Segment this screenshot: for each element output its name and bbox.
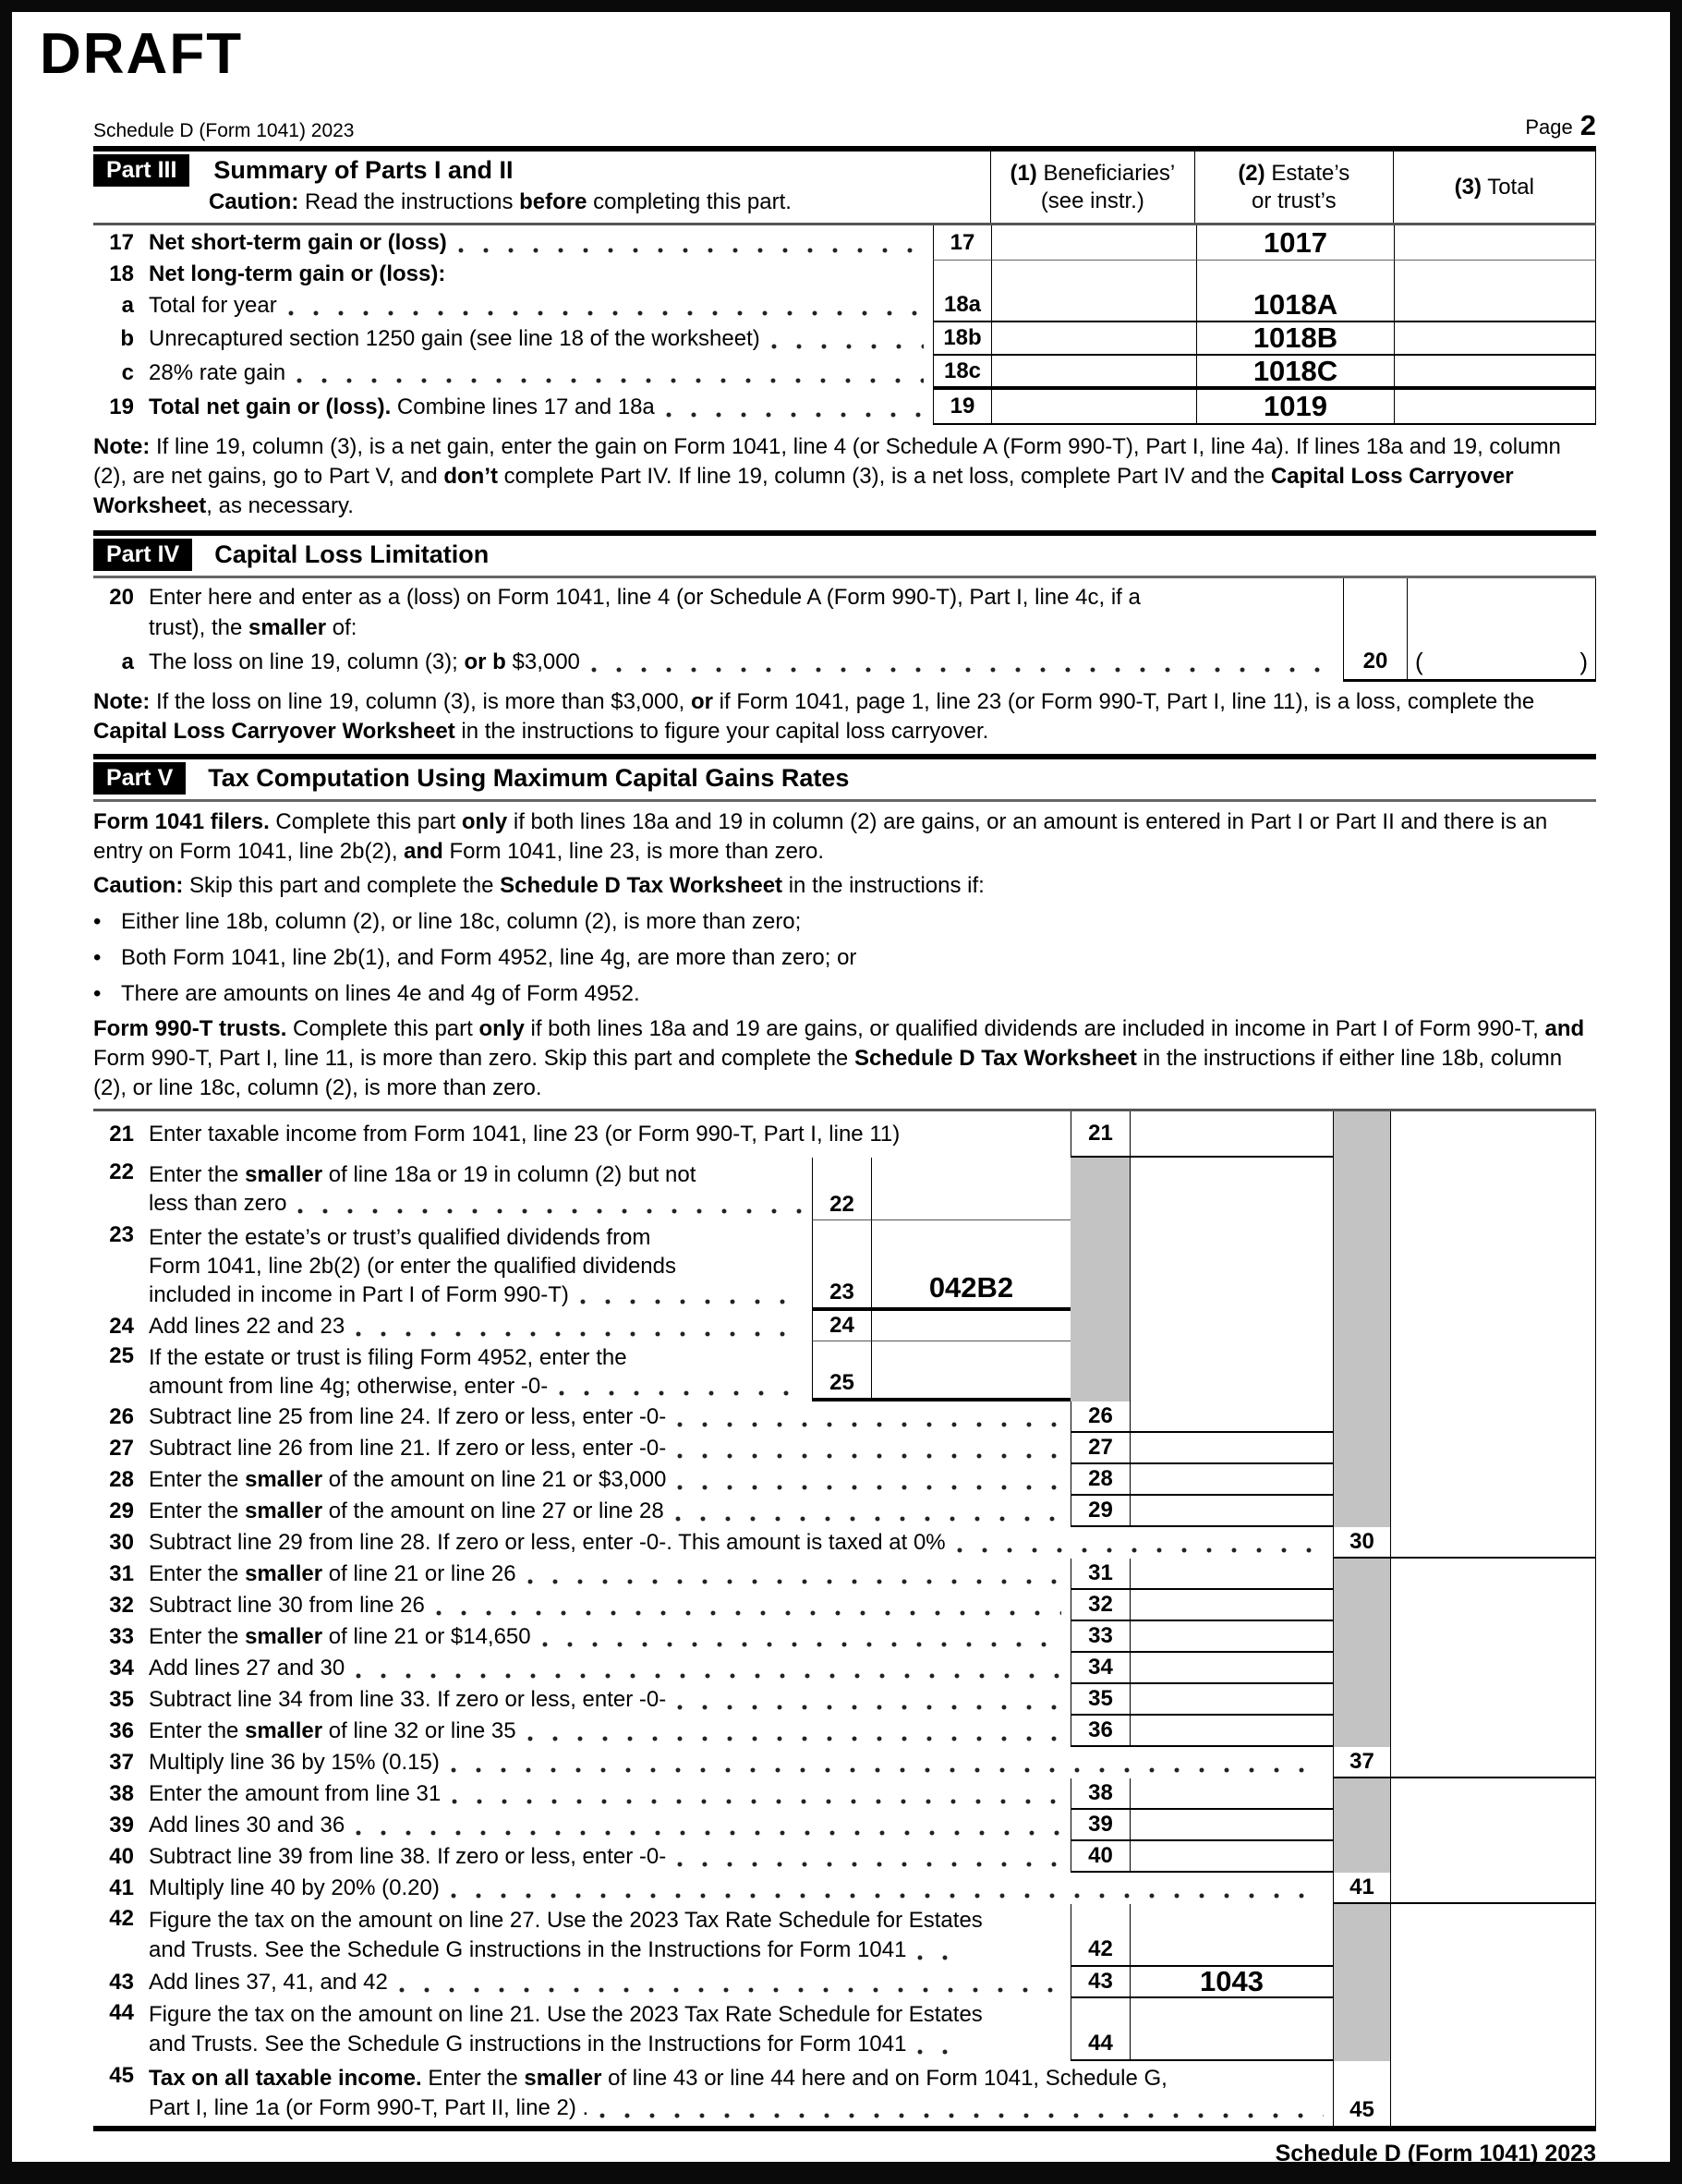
part5-intro-1041: Form 1041 filers. Complete this part only if both lines 18a and 19 in column (2) are gains, or an amount is entered in Part I or Part II and there is an entry on Form 1041, line 2b(2), and Form 1041, line 23, is more than zero. (93, 809, 1548, 864)
part5-title: Tax Computation Using Maximum Capital Gains Rates (208, 764, 850, 792)
column-header-estate: (2) Estate’s or trust’s (1194, 152, 1392, 223)
shaded-cell (1333, 1810, 1391, 1841)
line-44-box: 44 (1071, 1998, 1131, 2061)
blank-cell (1391, 1810, 1596, 1841)
shaded-cell (1333, 1998, 1391, 2061)
bullet-icon: • (93, 945, 102, 970)
page-number: 2 (1579, 109, 1596, 141)
line-number: 21 (109, 1122, 134, 1147)
blank-cell (1391, 1841, 1596, 1873)
dotted-leader (666, 412, 924, 418)
line-label: Enter the smaller of line 21 or $14,650 (149, 1621, 1071, 1653)
lines-22-25-block (93, 1158, 1596, 1401)
blank-cell (1391, 1496, 1596, 1527)
line-33-box: 33 (1071, 1621, 1131, 1653)
line-20-box: 20 (1343, 578, 1408, 679)
paren-close: ) (1579, 648, 1588, 675)
line-18b-total-amount[interactable] (1394, 322, 1596, 356)
dotted-leader (677, 1705, 1061, 1710)
line-28-amount[interactable] (1131, 1464, 1333, 1496)
line-23-amount[interactable]: 042B2 (872, 1220, 1071, 1311)
line-letter: a (121, 292, 134, 318)
line-19-beneficiaries-amount[interactable] (992, 390, 1196, 425)
dotted-leader (599, 2113, 1324, 2118)
line-number: 23 (109, 1222, 134, 1247)
blank-cell (1391, 1111, 1596, 1158)
blank-cell (1391, 1559, 1596, 1590)
part5-header-bar (93, 754, 1596, 802)
line-42-row (93, 1904, 1596, 1967)
line-label: 28% rate gain (149, 356, 933, 390)
line-29-box: 29 (1071, 1496, 1131, 1527)
line-number: 45 (109, 2063, 134, 2088)
line-18b-estate-amount[interactable]: 1018B (1196, 322, 1394, 356)
line-label: Net short-term gain or (loss) (149, 225, 933, 261)
line-35-row (93, 1684, 1596, 1716)
dotted-leader (957, 1547, 1324, 1553)
dotted-leader (527, 1579, 1061, 1584)
line-number: 41 (109, 1875, 134, 1900)
line-24-box: 24 (812, 1311, 872, 1341)
dotted-leader (917, 1955, 965, 1960)
form-footer: Schedule D (Form 1041) 2023 (1275, 2141, 1596, 2166)
line-26-amount[interactable] (1131, 1401, 1333, 1433)
line-31-amount[interactable] (1131, 1559, 1333, 1590)
blank-cell (1391, 1716, 1596, 1747)
dotted-leader (399, 1987, 1061, 1993)
line-40-box: 40 (1071, 1841, 1131, 1873)
line-37-amount[interactable] (1391, 1747, 1596, 1778)
line-label: Net long-term gain or (loss): (149, 261, 446, 286)
line-41-row (93, 1873, 1596, 1904)
line-label: Figure the tax on the amount on line 21. Use the 2023 Tax Rate Schedule for Estates and Trusts. See the Schedule G instructions in the Instructions for Form 1041 (149, 2002, 983, 2057)
line-35-amount[interactable] (1131, 1684, 1333, 1716)
dotted-leader (559, 1390, 803, 1396)
line-number: 31 (109, 1561, 134, 1586)
dotted-leader (591, 667, 1334, 673)
part5-badge: Part V (93, 762, 186, 795)
line-19-total-amount[interactable] (1394, 390, 1596, 425)
blank-cell (1391, 1464, 1596, 1496)
blank-cell (1391, 1967, 1596, 1998)
dotted-leader (677, 1485, 1061, 1490)
line-27-box: 27 (1071, 1433, 1131, 1464)
line-40-amount[interactable] (1131, 1841, 1333, 1873)
shaded-cell (1333, 1111, 1391, 1158)
dotted-leader (356, 1830, 1061, 1836)
line-44-amount[interactable] (1131, 1998, 1333, 2061)
line-28-box: 28 (1071, 1464, 1131, 1496)
line-39-box: 39 (1071, 1810, 1131, 1841)
line-18c-box: 18c (933, 356, 992, 390)
line-label: Add lines 27 and 30 (149, 1653, 1071, 1684)
line-18a-estate-amount[interactable]: 1018A (1196, 288, 1394, 322)
line-17-total-amount[interactable] (1394, 225, 1596, 261)
line-30-amount[interactable] (1391, 1527, 1596, 1559)
blank-cell (1391, 1998, 1596, 2061)
dotted-leader (436, 1610, 1061, 1616)
dotted-leader (356, 1673, 1061, 1679)
line-31-box: 31 (1071, 1559, 1131, 1590)
blank-cell (1391, 1904, 1596, 1967)
line-number: 22 (109, 1159, 134, 1184)
part3-note: Note: If line 19, column (3), is a net gain, enter the gain on Form 1041, line 4 (or Schedule A (Form 990-T), Part I, line 4a). If lines 18a and 19, column (2), are net gains, go to Part V, and don’t complete Part IV. If line 19, column (3), is a net loss, complete Part IV and the Capital Loss Carryover Worksheet, as necessary. (93, 434, 1561, 518)
line-label: Enter the smaller of the amount on line 27 or line 28 (149, 1496, 1071, 1527)
line-34-box: 34 (1071, 1653, 1131, 1684)
line-number: 24 (109, 1313, 134, 1339)
line-44-row (93, 1998, 1596, 2061)
line-40-row (93, 1841, 1596, 1873)
part4-header-bar (93, 530, 1596, 578)
line-label: Total net gain or (loss). Combine lines 17 and 18a (149, 390, 933, 425)
line-20-label-2: trust), the smaller of: (149, 615, 357, 640)
line-label: Figure the tax on the amount on line 27. Use the 2023 Tax Rate Schedule for Estates and Trusts. See the Schedule G instructions in the Instructions for Form 1041 (149, 1908, 983, 1962)
dotted-leader (677, 1422, 1061, 1427)
line-number: 44 (109, 2000, 134, 2025)
dotted-leader (297, 1208, 803, 1214)
blank-cell (1391, 1158, 1596, 1401)
line-18c-row (93, 356, 1596, 390)
part5-table (93, 1109, 1596, 2131)
line-38-row (93, 1778, 1596, 1810)
part4-title: Capital Loss Limitation (214, 540, 490, 568)
column-header-beneficiaries: (1) Beneficiaries’ (see instr.) (990, 152, 1194, 223)
blank-cell (1391, 1590, 1596, 1621)
line-number: 29 (109, 1498, 134, 1523)
bullet-icon: • (93, 981, 102, 1006)
line-27-row (93, 1433, 1596, 1464)
line-25-box: 25 (812, 1341, 872, 1401)
shaded-cell (1333, 1590, 1391, 1621)
line-number: 18 (109, 261, 134, 286)
line-label: Enter the smaller of the amount on line 21 or $3,000 (149, 1464, 1071, 1496)
line-37-box: 37 (1333, 1747, 1391, 1778)
line-label: Enter the smaller of line 32 or line 35 (149, 1716, 1071, 1747)
shaded-cell (1333, 1653, 1391, 1684)
line-label: Subtract line 25 from line 24. If zero or less, enter -0- (149, 1401, 1071, 1433)
line-label: Enter the smaller of line 21 or line 26 (149, 1559, 1071, 1590)
blank-cell (1391, 1778, 1596, 1810)
dotted-leader (675, 1516, 1061, 1522)
line-number: 20 (109, 584, 134, 610)
line-17-box: 17 (933, 225, 992, 261)
line-41-amount[interactable] (1391, 1873, 1596, 1904)
line-label: Multiply line 40 by 20% (0.20) (149, 1873, 1333, 1904)
line-18c-estate-amount[interactable]: 1018C (1196, 356, 1394, 390)
blank-cell (1394, 261, 1596, 288)
line-18b-box: 18b (933, 322, 992, 356)
line-number: 26 (109, 1404, 134, 1429)
dotted-leader (451, 1767, 1324, 1773)
line-17-estate-amount[interactable]: 1017 (1196, 225, 1394, 261)
line-18b-beneficiaries-amount[interactable] (992, 322, 1196, 356)
line-label: Subtract line 30 from line 26 (149, 1590, 1071, 1621)
part5-bullet-1: • Either line 18b, column (2), or line 18c, column (2), is more than zero; (93, 907, 1596, 937)
blank-cell (1391, 1433, 1596, 1464)
line-35-box: 35 (1071, 1684, 1131, 1716)
dotted-leader (677, 1862, 1061, 1867)
line-24-amount[interactable] (872, 1311, 1071, 1341)
part5-bullet-3: • There are amounts on lines 4e and 4g of Form 4952. (93, 979, 1596, 1009)
dotted-leader (580, 1299, 803, 1304)
line-25-amount[interactable] (872, 1341, 1071, 1401)
line-34-row (93, 1653, 1596, 1684)
shaded-cell (1333, 1684, 1391, 1716)
line-number: 43 (109, 1970, 134, 1995)
line-27-amount[interactable] (1131, 1433, 1333, 1464)
shaded-cell (1333, 1716, 1391, 1747)
shaded-cell (1333, 1401, 1391, 1433)
blank-cell (1196, 261, 1394, 288)
line-43-row (93, 1967, 1596, 1998)
line-36-row (93, 1716, 1596, 1747)
part4-note: Note: If the loss on line 19, column (3), is more than $3,000, or if Form 1041, page 1, line 23 (or Form 990-T, Part I, line 11), is a loss, complete the Capital Loss Carryover Worksheet in the instructions to figure your capital loss carryover. (93, 689, 1535, 744)
paren-open: ( (1415, 648, 1423, 675)
line-37-row (93, 1747, 1596, 1778)
line-number: 35 (109, 1687, 134, 1712)
line-21-box: 21 (1071, 1111, 1131, 1158)
line-17-row (93, 225, 1596, 261)
line-19-estate-amount[interactable]: 1019 (1196, 390, 1394, 425)
line-28-row (93, 1464, 1596, 1496)
dotted-leader (771, 344, 924, 349)
line-letter: b (120, 326, 134, 351)
dotted-leader (356, 1331, 803, 1337)
line-number: 17 (109, 230, 134, 255)
dotted-leader (917, 2049, 965, 2055)
line-18-row (93, 261, 1596, 288)
line-number: 19 (109, 394, 134, 419)
line-20a-row (93, 643, 1343, 682)
dotted-leader (451, 1893, 1324, 1899)
line-38-amount[interactable] (1131, 1778, 1333, 1810)
dotted-leader (677, 1453, 1061, 1459)
line-21-amount[interactable] (1131, 1111, 1333, 1158)
line-18a-beneficiaries-amount[interactable] (992, 288, 1196, 322)
line-number: 28 (109, 1467, 134, 1492)
shaded-cell (1333, 1464, 1391, 1496)
shaded-cell (1333, 1559, 1391, 1590)
line-number: 27 (109, 1436, 134, 1461)
form-id-header: Schedule D (Form 1041) 2023 (93, 120, 355, 141)
line-label: Unrecaptured section 1250 gain (see line 18 of the worksheet) (149, 322, 933, 356)
line-39-row (93, 1810, 1596, 1841)
line-23-label: Enter the estate’s or trust’s qualified dividends from Form 1041, line 2b(2) (or enter the qualified dividends included in income in Part I of Form 990-T) (149, 1220, 812, 1311)
line-number: 37 (109, 1750, 134, 1775)
line-26-box: 26 (1071, 1401, 1131, 1433)
part3-table (93, 146, 1596, 425)
line-45-box: 45 (1333, 2061, 1391, 2126)
line-33-amount[interactable] (1131, 1621, 1333, 1653)
shaded-cell (1333, 1158, 1391, 1401)
line-number: 36 (109, 1718, 134, 1743)
line-25-label: If the estate or trust is filing Form 4952, enter the amount from line 4g; otherwise, enter -0- (149, 1341, 812, 1401)
dotted-leader (452, 1799, 1061, 1804)
line-17-beneficiaries-amount[interactable] (992, 225, 1196, 261)
line-label: Tax on all taxable income. Enter the smaller of line 43 or line 44 here and on Form 1041, Schedule G, Part I, line 1a (or Form 990-T, Part II, line 2) . (149, 2061, 1333, 2126)
line-number: 30 (109, 1530, 134, 1555)
line-number: 40 (109, 1844, 134, 1869)
part3-caution: Caution: Read the instructions before completing this part. (209, 189, 792, 214)
line-number: 33 (109, 1624, 134, 1649)
line-22-box: 22 (812, 1158, 872, 1220)
line-26-row (93, 1401, 1596, 1433)
line-29-amount[interactable] (1131, 1496, 1333, 1527)
part5-bullet-2: • Both Form 1041, line 2b(1), and Form 4952, line 4g, are more than zero; or (93, 943, 1596, 973)
shaded-cell (1333, 1621, 1391, 1653)
line-label: Subtract line 34 from line 33. If zero or less, enter -0- (149, 1684, 1071, 1716)
line-20a-label: The loss on line 19, column (3); or b $3,000 (149, 649, 1343, 675)
line-label: Subtract line 26 from line 21. If zero or less, enter -0- (149, 1433, 1071, 1464)
line-42-amount[interactable] (1131, 1904, 1333, 1967)
line-label: Subtract line 39 from line 38. If zero or less, enter -0- (149, 1841, 1071, 1873)
line-34-amount[interactable] (1131, 1653, 1333, 1684)
line-number: 25 (109, 1343, 134, 1368)
dotted-leader (542, 1642, 1061, 1647)
blank-cell (1391, 1684, 1596, 1716)
dotted-leader (527, 1736, 1061, 1741)
line-32-amount[interactable] (1131, 1590, 1333, 1621)
line-label: Enter taxable income from Form 1041, line 23 (or Form 990-T, Part I, line 11) (149, 1122, 901, 1147)
line-21-row (93, 1111, 1596, 1158)
line-18a-box: 18a (933, 288, 992, 322)
shaded-strip (1071, 1158, 1131, 1401)
line-18b-row (93, 322, 1596, 356)
line-18a-row (93, 288, 1596, 322)
line-number: 34 (109, 1656, 134, 1680)
shaded-cell (1333, 1841, 1391, 1873)
shaded-cell (1333, 1904, 1391, 1967)
line-19-row (93, 390, 1596, 425)
line-18c-beneficiaries-amount[interactable] (992, 356, 1196, 390)
line-36-box: 36 (1071, 1716, 1131, 1747)
shaded-cell (1333, 1778, 1391, 1810)
line-20-block (93, 578, 1596, 682)
line-letter: a (121, 649, 134, 674)
line-43-amount[interactable]: 1043 (1131, 1967, 1333, 1998)
line-39-amount[interactable] (1131, 1810, 1333, 1841)
line-22-label: Enter the smaller of line 18a or 19 in column (2) but not less than zero (149, 1158, 812, 1220)
line-43-box: 43 (1071, 1967, 1131, 1998)
line-number: 32 (109, 1593, 134, 1618)
column-header-total: (3) Total (1393, 152, 1596, 223)
part3-title: Summary of Parts I and II (213, 156, 514, 184)
page-header (93, 109, 1596, 142)
part3-header (93, 152, 1596, 225)
blank-cell (1391, 1653, 1596, 1684)
line-31-row (93, 1559, 1596, 1590)
line-23-box: 23 (812, 1220, 872, 1311)
line-20-label-1: Enter here and enter as a (loss) on Form 1041, line 4 (or Schedule A (Form 990-T), Part I, line 4c, if a (149, 585, 1141, 610)
line-label: Enter the amount from line 31 (149, 1778, 1071, 1810)
line-38-box: 38 (1071, 1778, 1131, 1810)
part5-caution: Caution: Skip this part and complete the Schedule D Tax Worksheet in the instructions if: (93, 873, 985, 898)
dotted-leader (458, 248, 924, 253)
blank-cell (1391, 1401, 1596, 1433)
line-19-box: 19 (933, 390, 992, 425)
form-sheet (12, 12, 1670, 2166)
line-42-box: 42 (1071, 1904, 1131, 1967)
line-33-row (93, 1621, 1596, 1653)
part5-intro-990t: Form 990-T trusts. Complete this part only if both lines 18a and 19 are gains, or qualified dividends are included in income in Part I of Form 990-T, and Form 990-T, Part I, line 11, is more than zero. Skip this part and complete the Schedule D Tax Worksheet in the instructions if either line 18b, column (2), or line 18c, column (2), is more than zero. (93, 1016, 1585, 1100)
draft-watermark: DRAFT (40, 22, 244, 86)
blank-cell (992, 261, 1196, 288)
bullet-icon: • (93, 909, 102, 934)
line-18a-total-amount[interactable] (1394, 288, 1596, 322)
line-number: 38 (109, 1781, 134, 1806)
line-24-label: Add lines 22 and 23 (149, 1311, 812, 1341)
line-36-amount[interactable] (1131, 1716, 1333, 1747)
blank-cell (1391, 1621, 1596, 1653)
shaded-cell (1333, 1967, 1391, 1998)
shaded-cell (1333, 1433, 1391, 1464)
dotted-leader (288, 310, 924, 316)
line-18-box (933, 261, 992, 288)
line-45-row (93, 2061, 1596, 2126)
line-label: Multiply line 36 by 15% (0.15) (149, 1747, 1333, 1778)
dotted-leader (296, 378, 924, 383)
line-label: Total for year (149, 288, 933, 322)
line-label: Subtract line 29 from line 28. If zero or less, enter -0-. This amount is taxed at 0% (149, 1527, 1333, 1559)
shaded-cell (1333, 1496, 1391, 1527)
line-number: 39 (109, 1813, 134, 1838)
line-30-row (93, 1527, 1596, 1559)
line-32-row (93, 1590, 1596, 1621)
line-30-box: 30 (1333, 1527, 1391, 1559)
part4-badge: Part IV (93, 539, 192, 571)
line-letter: c (121, 359, 134, 385)
blank-cell (1131, 1158, 1333, 1401)
line-label: Add lines 30 and 36 (149, 1810, 1071, 1841)
page-label: Page (1525, 115, 1573, 139)
line-18c-total-amount[interactable] (1394, 356, 1596, 390)
line-20-amount[interactable] (1408, 578, 1596, 679)
line-29-row (93, 1496, 1596, 1527)
line-32-box: 32 (1071, 1590, 1131, 1621)
line-41-box: 41 (1333, 1873, 1391, 1904)
line-number: 42 (109, 1906, 134, 1931)
line-label: Add lines 37, 41, and 42 (149, 1967, 1071, 1998)
line-22-amount[interactable] (872, 1158, 1071, 1220)
line-45-amount[interactable] (1391, 2061, 1596, 2126)
part3-badge: Part III (93, 154, 189, 187)
